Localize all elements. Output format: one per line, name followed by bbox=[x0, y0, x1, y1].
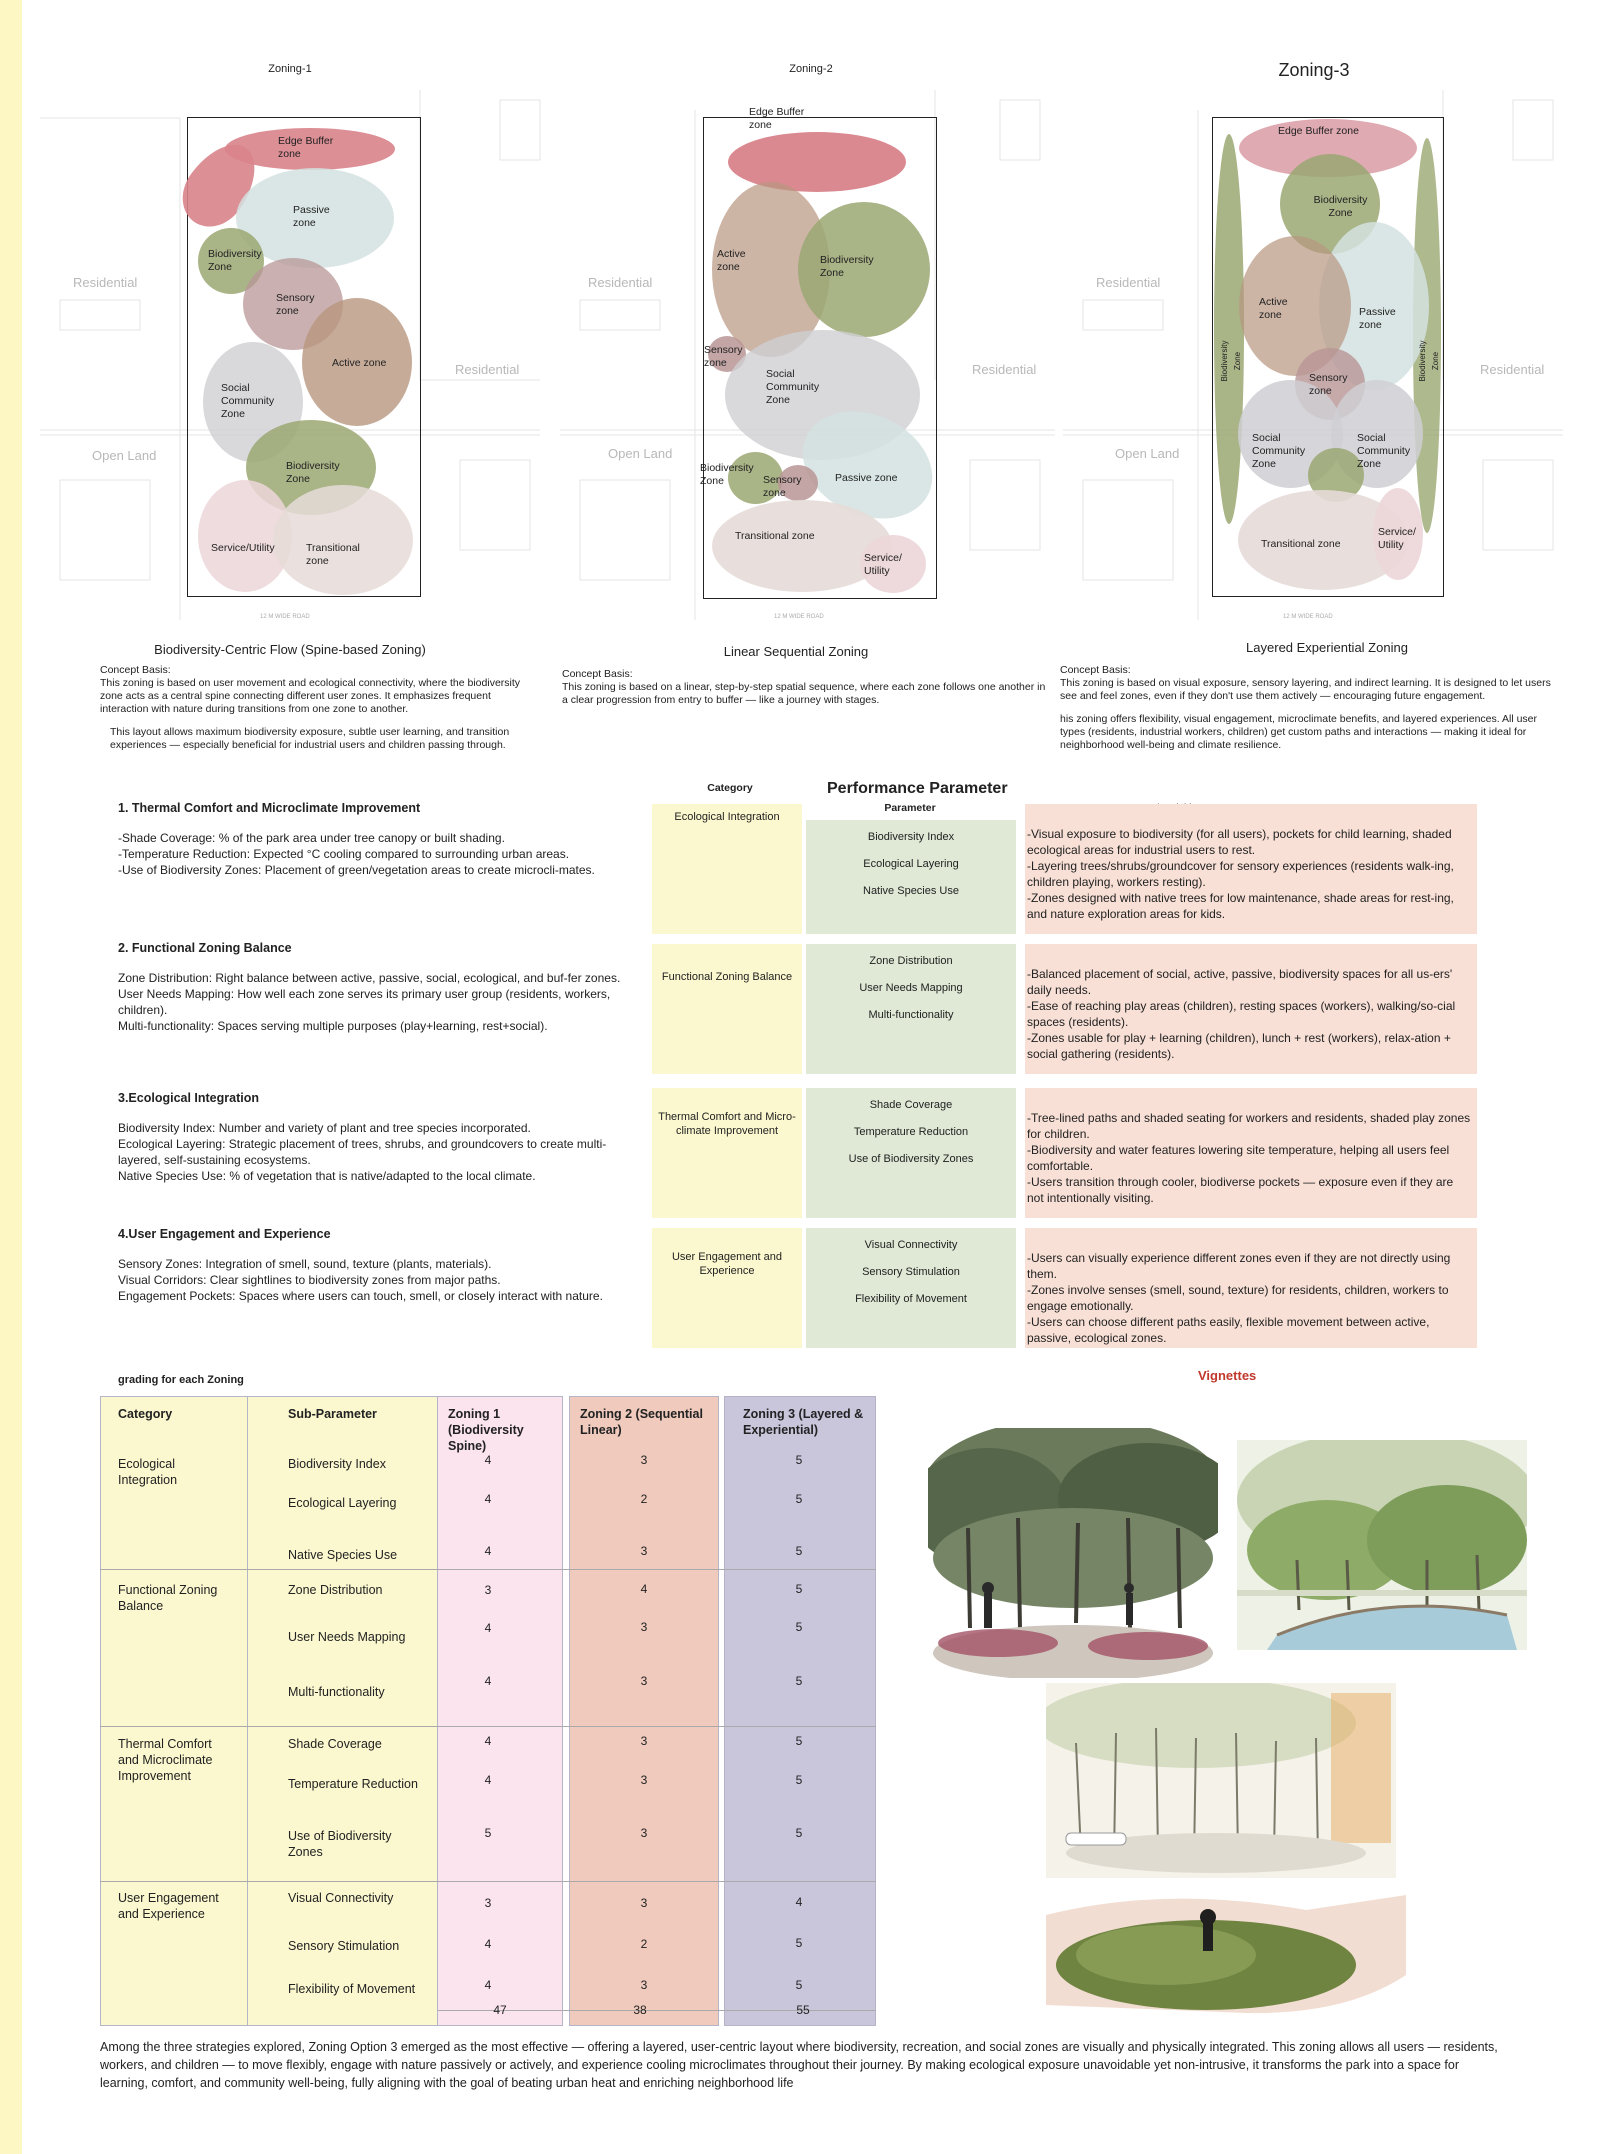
grading-header-z3: Zoning 3 (Layered & Experiential) bbox=[743, 1407, 864, 1437]
pp-program: -Ease of reaching play areas (children), resting spaces (workers), walking/so-cial spaces (residents). bbox=[1027, 999, 1456, 1029]
grading-score: 4 bbox=[484, 1978, 492, 1992]
residential-label: Residential bbox=[1480, 362, 1545, 377]
pp-param: Sensory Stimulation bbox=[862, 1266, 960, 1278]
pp-program: -Users can choose different paths easily, flexible movement between active, passive, ecological zones. bbox=[1027, 1315, 1430, 1345]
grading-score: 4 bbox=[484, 1453, 492, 1467]
grading-score: 4 bbox=[484, 1937, 492, 1951]
grading-score: 5 bbox=[795, 1978, 803, 1992]
grading-score: 5 bbox=[795, 1936, 803, 1950]
zone-label: Biodiversity Zone bbox=[1418, 340, 1440, 382]
grading-sub: Temperature Reduction bbox=[288, 1777, 418, 1791]
residential-label: Residential bbox=[1096, 275, 1161, 290]
grading-score: 3 bbox=[640, 1826, 648, 1840]
grading-category: Thermal Comfort and Microclimate Improvement bbox=[118, 1737, 213, 1783]
grading-total-z3: 55 bbox=[796, 2003, 810, 2017]
grading-score: 5 bbox=[795, 1492, 803, 1506]
grading-sub: Visual Connectivity bbox=[288, 1891, 394, 1905]
edge-buffer-zone bbox=[728, 132, 906, 192]
parameter-title: 2. Functional Zoning Balance bbox=[118, 941, 292, 955]
zoning-1-title: Zoning-1 bbox=[268, 63, 312, 75]
pp-parameters bbox=[806, 944, 1016, 1074]
pp-program: -Users transition through cooler, biodiverse pockets — exposure even if they are not intentionally visiting. bbox=[1027, 1175, 1454, 1205]
grading-score: 2 bbox=[640, 1937, 648, 1951]
parameter-line: Sensory Zones: Integration of smell, sound, texture (plants, materials). bbox=[118, 1257, 492, 1271]
row-divider bbox=[100, 1726, 876, 1727]
concept-heading: Concept Basis: bbox=[562, 668, 633, 680]
vignette-meadow bbox=[1046, 1885, 1406, 2020]
performance-title: Performance Parameter bbox=[827, 780, 1008, 797]
zone-label: Sensory zone bbox=[704, 344, 743, 369]
pp-param: Visual Connectivity bbox=[864, 1239, 958, 1251]
concept-text: This zoning is based on user movement and ecological connectivity, where the biodiversity zone acts as a central spine connecting different user zones. It emphasizes frequent interaction with nature during transitions from one zone to another. bbox=[100, 677, 521, 715]
grading-sub: Biodiversity Index bbox=[288, 1457, 386, 1471]
parameter-block-thermal bbox=[118, 800, 628, 878]
parameter-block-engagement bbox=[118, 1226, 628, 1304]
grading-score: 3 bbox=[640, 1620, 648, 1634]
grading-col-z1 bbox=[438, 1396, 563, 2026]
zone-label: Social Community Zone bbox=[766, 368, 820, 406]
road-label: 12 M WIDE ROAD bbox=[1283, 614, 1333, 620]
zoning-3-title: Zoning-3 bbox=[1278, 60, 1350, 80]
grading-score: 5 bbox=[484, 1826, 492, 1840]
concept-heading: Concept Basis: bbox=[100, 664, 171, 676]
grading-score: 3 bbox=[640, 1773, 648, 1787]
pp-program: -Zones usable for play + learning (children), lunch + rest (workers), relax-ation + social gathering (residents). bbox=[1027, 1031, 1451, 1061]
zone-label: Passive zone bbox=[1359, 306, 1396, 331]
parameter-line: User Needs Mapping: How well each zone serves its primary user group (residents, workers, children). bbox=[118, 987, 611, 1017]
zoning-3-concept bbox=[1060, 664, 1565, 762]
zoning-2-concept bbox=[562, 668, 1052, 717]
parameter-block-ecological bbox=[118, 1090, 628, 1184]
grading-score: 5 bbox=[795, 1453, 803, 1467]
parameter-line: Zone Distribution: Right balance between active, passive, social, ecological, and buf-fer zones. bbox=[118, 971, 621, 985]
residential-label: Residential bbox=[588, 275, 653, 290]
grading-score: 5 bbox=[795, 1544, 803, 1558]
zone-label: Biodiversity Zone bbox=[208, 248, 262, 273]
grading-sub: User Needs Mapping bbox=[288, 1630, 406, 1644]
grading-score: 5 bbox=[795, 1674, 803, 1688]
grading-score: 3 bbox=[640, 1734, 648, 1748]
grading-score: 5 bbox=[795, 1620, 803, 1634]
zoning-1-concept bbox=[100, 664, 540, 762]
zone-label: Sensory zone bbox=[276, 292, 315, 317]
pp-program: -Zones designed with native trees for low maintenance, shade areas for rest-ing, and nature exploration areas for kids. bbox=[1027, 891, 1454, 921]
pp-programs bbox=[1025, 804, 1477, 934]
pp-param: Flexibility of Movement bbox=[855, 1293, 967, 1305]
pp-col-parameter: Parameter bbox=[884, 802, 936, 814]
zone-label: Biodiversity Zone bbox=[700, 462, 754, 487]
zone-label: Passive zone bbox=[835, 472, 898, 484]
pp-program: -Tree-lined paths and shaded seating for workers and residents, shaded play zones for children. bbox=[1027, 1111, 1471, 1141]
open-land-label: Open Land bbox=[1115, 446, 1180, 461]
zone-label: Biodiversity Zone bbox=[1313, 194, 1368, 219]
grading-col-z3 bbox=[724, 1396, 876, 2026]
concept-text: This zoning is based on visual exposure, sensory layering, and indirect learning. It is designed to let users see and feel zones, even if they don't use them actively — encouraging future engagement. bbox=[1060, 677, 1551, 702]
concept-text: his zoning offers flexibility, visual engagement, microclimate benefits, and layered experiences. All user types (residents, industrial workers, children) get custom paths and interactions — making it ideal for neighborhood well-being and climate resilience. bbox=[1060, 713, 1538, 751]
grading-score: 5 bbox=[795, 1826, 803, 1840]
grading-sub: Multi-functionality bbox=[288, 1685, 385, 1699]
zoning-3-subtitle: Layered Experiential Zoning bbox=[1246, 640, 1408, 655]
parameter-block-functional bbox=[118, 940, 628, 1034]
grading-sub: Ecological Layering bbox=[288, 1496, 397, 1510]
pp-param: Multi-functionality bbox=[868, 1009, 954, 1021]
pp-parameters bbox=[806, 820, 1016, 934]
pp-programs bbox=[1025, 1228, 1477, 1348]
residential-label: Residential bbox=[972, 362, 1037, 377]
zoning-2-plan bbox=[560, 80, 1055, 620]
pp-parameters bbox=[806, 1088, 1016, 1218]
pp-param: Ecological Layering bbox=[863, 858, 959, 870]
grading-score: 4 bbox=[484, 1734, 492, 1748]
zone-label: Service/Utility bbox=[211, 542, 275, 554]
residential-label: Residential bbox=[73, 275, 138, 290]
grading-score: 3 bbox=[640, 1544, 648, 1558]
parameter-line: -Shade Coverage: % of the park area under tree canopy or built shading. bbox=[118, 831, 505, 845]
pp-program: -Biodiversity and water features lowering site temperature, helping all users feel comfortable. bbox=[1027, 1143, 1450, 1173]
grading-score: 3 bbox=[640, 1896, 648, 1910]
pp-category: User Engagement and Experience bbox=[652, 1228, 802, 1348]
pp-parameters bbox=[806, 1228, 1016, 1348]
zone-label: Active zone bbox=[1259, 296, 1288, 321]
grading-score: 5 bbox=[795, 1734, 803, 1748]
grading-header-z2: Zoning 2 (Sequential Linear) bbox=[580, 1407, 703, 1437]
zone-label: Service/ Utility bbox=[864, 552, 902, 577]
grading-label: grading for each Zoning bbox=[118, 1374, 244, 1386]
zone-label: Edge Buffer zone bbox=[278, 135, 334, 160]
vignette-forest-walk bbox=[928, 1428, 1218, 1678]
transitional-zone bbox=[273, 485, 413, 595]
grading-header-category: Category bbox=[118, 1407, 173, 1421]
zone-label: Social Community Zone bbox=[1357, 432, 1411, 470]
row-divider bbox=[100, 1569, 876, 1570]
grading-score: 5 bbox=[795, 1582, 803, 1596]
vignette-grove-sketch bbox=[1046, 1683, 1396, 1878]
grading-score: 4 bbox=[484, 1544, 492, 1558]
grading-total-z2: 38 bbox=[633, 2003, 647, 2017]
zone-label: Transitional zone bbox=[306, 542, 360, 567]
grading-score: 4 bbox=[484, 1773, 492, 1787]
left-accent-strip bbox=[0, 0, 22, 2154]
grading-score: 2 bbox=[640, 1492, 648, 1506]
grading-score: 4 bbox=[795, 1895, 803, 1909]
pp-param: Temperature Reduction bbox=[853, 1126, 969, 1138]
zone-label: Biodiversity Zone bbox=[1220, 340, 1242, 382]
pp-program: -Users can visually experience different zones even if they are not directly using them. bbox=[1027, 1251, 1451, 1281]
zone-label: Active zone bbox=[332, 357, 387, 369]
parameter-line: -Temperature Reduction: Expected °C cooling compared to surrounding urban areas. bbox=[118, 847, 570, 861]
residential-label: Residential bbox=[455, 362, 520, 377]
conclusion-text: Among the three strategies explored, Zoning Option 3 emerged as the most effective — offering a layered, user-centric layout where biodiversity, recreation, and social zones are visually and physically integrated. This zoning allows all users — residents, workers, and children — to move flexibly, engage with nature passively or actively, and experience cooling microclimates throughout their journey. By making ecological exposure unavoidable yet non-intrusive, it transforms the park into a space for learning, comfort, and community well-being, fully aligning with the goal of beating urban heat and enriching neighborhood life bbox=[100, 2040, 1498, 2090]
pp-param: Use of Biodiversity Zones bbox=[848, 1153, 974, 1165]
grading-score: 4 bbox=[484, 1621, 492, 1635]
pp-category: Thermal Comfort and Micro-climate Improvement bbox=[652, 1088, 802, 1218]
zone-label: Biodiversity Zone bbox=[286, 460, 340, 485]
grading-category: Ecological Integration bbox=[118, 1457, 178, 1487]
grading-sub: Native Species Use bbox=[288, 1548, 398, 1562]
pp-param: Native Species Use bbox=[863, 885, 959, 897]
grading-col-z2 bbox=[569, 1396, 719, 2026]
parameter-title: 4.User Engagement and Experience bbox=[118, 1227, 331, 1241]
concept-text: This layout allows maximum biodiversity exposure, subtle user learning, and transition experiences — especially beneficial for industrial users and children passing through. bbox=[110, 726, 510, 751]
road-label: 12 M WIDE ROAD bbox=[260, 614, 310, 620]
zone-label: Edge Buffer zone bbox=[1278, 125, 1359, 137]
road-label: 12 M WIDE ROAD bbox=[774, 614, 824, 620]
grading-score: 3 bbox=[484, 1896, 492, 1910]
pp-category: Functional Zoning Balance bbox=[652, 944, 802, 1074]
zoning-3-plan bbox=[1063, 80, 1568, 620]
zoning-1-plan bbox=[40, 80, 545, 620]
grading-score: 3 bbox=[640, 1453, 648, 1467]
parameter-line: -Use of Biodiversity Zones: Placement of green/vegetation areas to create microcli-mates. bbox=[118, 863, 595, 877]
open-land-label: Open Land bbox=[608, 446, 673, 461]
pp-program: -Visual exposure to biodiversity (for all users), pockets for child learning, shaded ecological areas for industrial users to rest. bbox=[1027, 827, 1452, 857]
grading-col-category bbox=[100, 1396, 248, 2026]
pp-program: -Zones involve senses (smell, sound, texture) for residents, children, workers to engage emotionally. bbox=[1027, 1283, 1449, 1313]
grading-score: 3 bbox=[484, 1583, 492, 1597]
parameter-title: 1. Thermal Comfort and Microclimate Improvement bbox=[118, 801, 421, 815]
grading-table bbox=[100, 1396, 876, 2026]
zoning-2-title: Zoning-2 bbox=[789, 63, 833, 75]
pp-programs bbox=[1025, 944, 1477, 1074]
vignettes-title: Vignettes bbox=[1198, 1368, 1257, 1383]
parameter-line: Engagement Pockets: Spaces where users can touch, smell, or closely interact with nature. bbox=[118, 1289, 603, 1303]
open-land-label: Open Land bbox=[92, 448, 157, 463]
zone-label: Transitional zone bbox=[1261, 538, 1341, 550]
parameter-line: Native Species Use: % of vegetation that is native/adapted to the local climate. bbox=[118, 1169, 536, 1183]
pp-param: User Needs Mapping bbox=[859, 982, 963, 994]
vignette-waterside bbox=[1237, 1440, 1527, 1650]
grading-total-z1: 47 bbox=[493, 2003, 507, 2017]
concept-heading: Concept Basis: bbox=[1060, 664, 1131, 676]
pp-program: -Balanced placement of social, active, passive, biodiversity spaces for all us-ers' daily needs. bbox=[1027, 967, 1453, 997]
zone-label: Social Community Zone bbox=[221, 382, 275, 420]
grading-sub: Flexibility of Movement bbox=[288, 1982, 416, 1996]
pp-param: Shade Coverage bbox=[869, 1099, 953, 1111]
grading-score: 4 bbox=[640, 1582, 648, 1596]
grading-score: 4 bbox=[484, 1674, 492, 1688]
grading-col-sub bbox=[248, 1396, 438, 2026]
parameter-line: Multi-functionality: Spaces serving multiple purposes (play+learning, rest+social). bbox=[118, 1019, 548, 1033]
pp-program: -Layering trees/shrubs/groundcover for sensory experiences (residents walk-ing, children playing, workers resting). bbox=[1027, 859, 1454, 889]
grading-sub: Sensory Stimulation bbox=[288, 1939, 400, 1953]
zoning-1-subtitle: Biodiversity-Centric Flow (Spine-based Zoning) bbox=[154, 642, 426, 657]
zone-label: Sensory zone bbox=[1309, 372, 1348, 397]
pp-category: Ecological Integration bbox=[652, 804, 802, 934]
parameter-line: Visual Corridors: Clear sightlines to biodiversity zones from major paths. bbox=[118, 1273, 501, 1287]
grading-category: User Engagement and Experience bbox=[118, 1891, 219, 1921]
grading-score: 3 bbox=[640, 1978, 648, 1992]
grading-score: 4 bbox=[484, 1492, 492, 1506]
row-divider bbox=[100, 1881, 876, 1882]
zone-label: Active zone bbox=[717, 248, 746, 273]
pp-col-category: Category bbox=[707, 782, 753, 794]
grading-sub: Use of Biodiversity Zones bbox=[288, 1829, 392, 1859]
grading-header-z1: Zoning 1 (Biodiversity Spine) bbox=[448, 1407, 524, 1453]
grading-sub: Zone Distribution bbox=[288, 1583, 383, 1597]
grading-score: 3 bbox=[640, 1674, 648, 1688]
pp-programs bbox=[1025, 1088, 1477, 1218]
zone-label: Transitional zone bbox=[735, 530, 815, 542]
zone-label: Edge Buffer zone bbox=[749, 106, 805, 131]
pp-param: Biodiversity Index bbox=[867, 831, 955, 843]
parameter-line: Ecological Layering: Strategic placement of trees, shrubs, and groundcovers to create multi-layered, self-sustaining ecosystems. bbox=[118, 1137, 607, 1167]
pp-param: Zone Distribution bbox=[869, 955, 953, 967]
grading-header-sub: Sub-Parameter bbox=[288, 1407, 377, 1421]
zoning-2-subtitle: Linear Sequential Zoning bbox=[723, 644, 869, 659]
zone-label: Sensory zone bbox=[763, 474, 802, 499]
zone-label: Passive zone bbox=[293, 204, 330, 229]
zone-label: Biodiversity Zone bbox=[820, 254, 874, 279]
parameter-line: Biodiversity Index: Number and variety of plant and tree species incorporated. bbox=[118, 1121, 531, 1135]
grading-category: Functional Zoning Balance bbox=[118, 1583, 218, 1613]
parameter-title: 3.Ecological Integration bbox=[118, 1091, 259, 1105]
zone-label: Social Community Zone bbox=[1252, 432, 1306, 470]
zone-label: Service/ Utility bbox=[1378, 526, 1416, 551]
grading-score: 5 bbox=[795, 1773, 803, 1787]
biodiversity-side-zone-left bbox=[1214, 134, 1244, 524]
grading-sub: Shade Coverage bbox=[288, 1737, 382, 1751]
concept-text: This zoning is based on a linear, step-by-step spatial sequence, where each zone follows one another in a clear progression from entry to buffer — like a journey with stages. bbox=[562, 681, 1046, 706]
